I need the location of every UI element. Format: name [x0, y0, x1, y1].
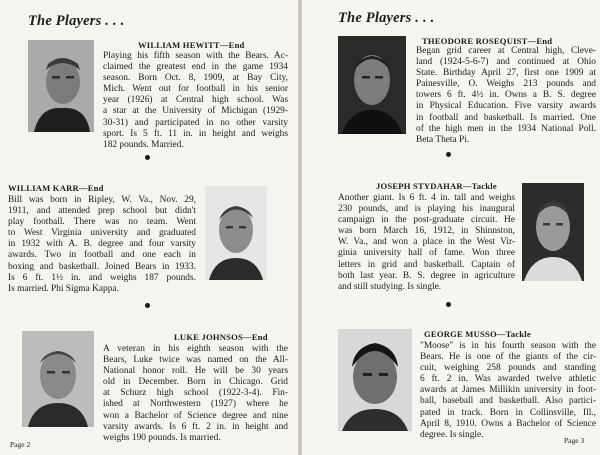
player-name-hewitt: WILLIAM HEWITT—End [138, 40, 245, 50]
player-bio-musso: "Moose" is in his fourth season with the Bears. He is one of the giants of the cir- cuit, weighing 258 pounds and standing 6 ft. 2 in. Was awarded twelve athletic awards at James Millikin university in foot- ball, baseball and basketball. Also partici- pated in track. Born in Collinsville, Ill., April 8, 1910. Owns a Bachelor of Science degree. Is single. [420, 341, 596, 440]
page-number: Page 2 [10, 440, 31, 449]
player-bio-stydahar: Another giant. Is 6 ft. 4 in. tall and weighs 230 pounds, and is playing his inaugural campaign in the post-graduate circuit. He was born March 16, 1912, in Shinnston, W. Va., and won a place in the West Vir- ginia university hall of fame. Won three letters in grid and basketball. Captain of both last year. B. S. degree in agriculture and still studying. Is single. [338, 193, 515, 292]
separator-dot [145, 303, 150, 308]
player-name-karr: WILLIAM KARR—End [8, 183, 104, 193]
player-name-stydahar: JOSEPH STYDAHAR—Tackle [376, 181, 497, 191]
player-bio-rosequist: Began grid career at Central high, Cleve- land (1924-5-6-7) and continued at Ohio State. Birthday April 27, first one 1909 at Painesville, O. Weighs 213 pounds and towers 6 ft. 4½ in. Owns a B. S. degree in Physical Education. Five varsity awards in football and basketball. Is married. One of the high men in the 1934 National Poll. Beta Theta Pi. [416, 46, 596, 145]
player-name-johnsos: LUKE JOHNSOS—End [174, 332, 268, 342]
page-number: Page 3 [564, 436, 585, 445]
separator-dot [446, 302, 451, 307]
right-page [302, 0, 600, 455]
left-page [0, 0, 298, 455]
separator-dot [145, 155, 150, 160]
player-name-rosequist: THEODORE ROSEQUIST—End [422, 36, 553, 46]
page-heading: The Players . . . [338, 10, 435, 26]
player-photo-rosequist [338, 36, 406, 134]
player-bio-hewitt: Playing his fifth season with the Bears. Ac- claimed the greatest end in the game 1934 season. Born Oct. 8, 1909, at Bay City, Mich. Went out for football in his senior year (1926) at Central high school. Was a star at the University of Michigan (1929- 30-31) and participated in no other varsity sport. Is 5 ft. 11 in. in height and weighs 182 pounds. Married. [103, 51, 288, 150]
player-photo-johnsos [22, 331, 94, 427]
player-photo-musso [338, 329, 412, 431]
player-photo-stydahar [522, 183, 584, 281]
player-name-musso: GEORGE MUSSO—Tackle [424, 329, 531, 339]
player-photo-karr [205, 186, 267, 280]
player-photo-hewitt [28, 40, 94, 132]
player-bio-johnsos: A veteran in his eighth season with the Bears, Luke twice was named on the All- National honor roll. He will be 30 years old in December. Born in Chicago. Grid at Schurz high school (1922-3-4). Fin- ished at Northwestern (1927) where he won a Bachelor of Science degree and nine varsity awards. Is 6 ft. 2 in. in height and weighs 190 pounds. Is married. [103, 344, 288, 443]
separator-dot [446, 152, 451, 157]
player-bio-karr: Bill was born in Ripley, W. Va., Nov. 29, 1911, and attended prep school but didn't play football. There was no team. Went to West Virginia university and graduated in 1932 with A. B. degree and four varsity awards. Two in football and one each in boxing and basketball. Joined Bears in 1933. Is 6 ft. 1½ in. and weighs 187 pounds. Is married. Phi Sigma Kappa. [8, 195, 196, 294]
page-heading: The Players . . . [28, 13, 125, 29]
